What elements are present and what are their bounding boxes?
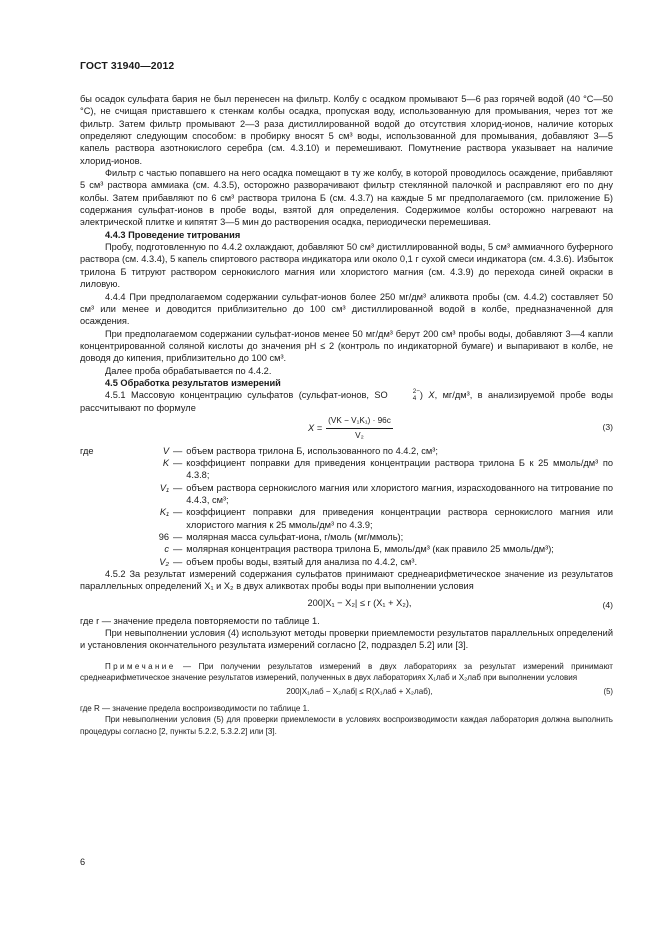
definition-text: молярная масса сульфат-иона, г/моль (мг/ммоль); — [186, 532, 404, 543]
paragraph-acceptability: При невыполнении условия (4) используют методы проверки приемлемости результатов параллельных определений и установления окончательного результата измерений согласно [2, подраздел 5.2] или [3]. — [80, 628, 613, 651]
definition-symbol: K₁ — [159, 507, 169, 518]
definition-text: объем пробы воды, взятый для анализа по 4.4.2, см³. — [186, 556, 418, 567]
definition-row — [80, 445, 613, 457]
formula-3-lhs: X = — [308, 423, 323, 434]
note-reproducibility: При невыполнении условия (5) для проверки приемлемости в условиях воспроизводимости каждая лаборатория должна выполнить процедуры согласно [2, пункты 5.2.2, 5.3.2.2] или [3]. — [80, 715, 613, 736]
formula-3 — [80, 415, 613, 445]
formula-4 — [80, 593, 613, 615]
note-text: — При получении результатов измерений в двух лабораториях за результат измерений принимают среднеарифметическое значение результатов измерений, полученных в двух лабораториях X₁лаб и X₂лаб при выполнении условия — [80, 661, 613, 683]
formula-4-label: (4) — [602, 599, 613, 610]
formula-4-expression: 200|X₁ − X₂| ≤ r (X₁ + X₂), — [307, 597, 412, 608]
paragraph-filter: Фильтр с частью попавшего на него осадка помещают в ту же колбу, в которой проводилось осаждение, прибавляют 5 см³ раствора аммиака (см. 4.3.5), осторожно разворачивают фильтр стеклянной палочкой и расправляют его по дну колбы. Затем прибавляют по 6 см³ раствора трилона Б (см. 4.3.7) на каждые 5 мг предполагаемого (см. приложение Б) содержания сульфат-ионов в пробе воды, взятой для определения. Содержимое колбы осторожно нагревают на электрической плитке и кипятят 3—5 мин до растворения осадка, периодически перемешивая. — [80, 168, 613, 228]
note-r-definition: где R — значение предела воспроизводимости по таблице 1. — [80, 704, 310, 714]
section-heading-4-4-3: 4.4.3 Проведение титрования — [105, 229, 241, 240]
formula-3-label: (3) — [602, 421, 613, 432]
formula-3-denominator: V₂ — [355, 431, 364, 440]
formula-3-numerator: (VK − V₁K₁) · 96c — [326, 415, 393, 429]
definition-row — [80, 531, 613, 543]
formula-5-label: (5) — [603, 687, 613, 697]
sulfate-index: 2− 4 — [412, 388, 420, 402]
paragraph-further: Далее проба обрабатывается по 4.4.2. — [105, 365, 272, 376]
definition-dash: — — [173, 445, 183, 456]
paragraph-4-4-4: 4.4.4 При предполагаемом содержании сульфат-ионов более 250 мг/дм³ аликвота пробы (см. 4.4.2) составляет 50 см³ или менее и доводится приблизительно до 100 см³ дистиллированной водой в колбе, предназначенной для осаждения. — [80, 291, 613, 327]
definition-symbol: K — [162, 458, 169, 468]
definition-symbol: V — [162, 445, 169, 456]
definition-row — [80, 556, 613, 568]
definition-row — [80, 457, 613, 482]
paragraph-continuation: бы осадок сульфата бария не был перенесен на фильтр. Колбу с осадком промывают 5—6 раз горячей водой (40 °С—50 °С), не счищая приставшего к стенкам колбы осадка, пропуская воду, использованную для промывания, через тот же фильтр. Затем фильтр промывают 2—3 раза дистиллированной водой до отсутствия хлорид-ионов, наличие которых определяют следующим способом: в пробирку вносят 5 см³ воды, использованной для промывания, добавляют 3—5 капель раствора азотнокислого серебра (см. 4.3.10) и перемешивают. Помутнение раствора указывает на наличие хлорид-ионов. — [80, 94, 613, 166]
definition-lead: где — [80, 445, 94, 456]
note-label: Примечание — [105, 661, 176, 671]
definition-symbol: c — [164, 544, 169, 555]
section-heading-4-5: 4.5 Обработка результатов измерений — [105, 377, 281, 388]
paragraph-4-5-2: 4.5.2 За результат измерений содержания сульфатов принимают среднеарифметическое значение из результатов параллельных определений X₁ и X₂ в двух аликвотах пробы воды при выполнении условия — [80, 569, 613, 592]
formula-5 — [80, 683, 613, 703]
paragraph-titration: Пробу, подготовленную по 4.4.2 охлаждают, добавляют 50 см³ дистиллированной воды, 5 см³ аммиачного буферного раствора (см. 4.3.4), 5 капель спиртового раствора индикатора или около 0,1 г сухой смеси индикатора (см. 4.3.6). Избыток трилона Б титруют раствором сернокислого магния или хлористого магния (см. 4.3.9) до перехода синей окраски в лиловую. — [80, 242, 613, 290]
definition-text: коэффициент поправки для приведения концентрации раствора трилона Б к 25 ммоль/дм³ по 4.3.8; — [186, 458, 613, 481]
definition-text: коэффициент поправки для приведения концентрации раствора сернокислого магния или хлористого магния к 25 ммоль/дм³ по 4.3.9; — [186, 507, 613, 530]
definition-dash: — — [173, 507, 183, 518]
definition-text: молярная концентрация раствора трилона Б, ммоль/дм³ (как правило 25 ммоль/дм³); — [186, 544, 554, 555]
page-body — [80, 93, 613, 737]
definition-dash: — — [173, 556, 183, 567]
definition-dash: — — [173, 482, 183, 493]
page-number: 6 — [80, 857, 86, 867]
definition-row — [80, 506, 613, 531]
definition-row — [80, 482, 613, 507]
definition-symbol: V₁ — [159, 482, 169, 493]
definition-dash: — — [173, 544, 183, 555]
definition-dash: — — [173, 532, 183, 543]
definition-symbol: 96 — [158, 532, 169, 543]
paragraph-low-content: При предполагаемом содержании сульфат-ионов менее 50 мг/дм³ берут 200 см³ пробы воды, добавляют 3—4 капли концентрированной соляной кислоты до значения pH ≤ 2 (контроль по индикаторной бумаге) и выпаривают в колбе, не доводя до кипения, приблизительно до 100 см³. — [80, 328, 613, 364]
note-block — [80, 661, 613, 737]
variable-definitions — [80, 445, 613, 568]
paragraph-r-definition: где r — значение предела повторяемости по таблице 1. — [80, 615, 320, 626]
paragraph-4-5-1: 4.5.1 Массовую концентрацию сульфатов (сульфат-ионов, SO 2− 4 ) X, мг/дм³, в анализируемой пробе воды рассчитывают по формуле — [80, 388, 613, 414]
formula-5-expression: 200|X₁лаб − X₂лаб| ≤ R(X₁лаб + X₂лаб), — [286, 687, 433, 697]
definition-symbol: V₂ — [159, 556, 169, 567]
definition-dash: — — [173, 458, 183, 468]
document-code-header: ГОСТ 31940—2012 — [80, 61, 175, 72]
definition-row — [80, 543, 613, 555]
definition-text: объем раствора сернокислого магния или хлористого магния, израсходованного на титрование по 4.4.3, см³; — [186, 482, 613, 506]
definition-text: объем раствора трилона Б, использованного по 4.4.2, см³; — [186, 445, 438, 456]
